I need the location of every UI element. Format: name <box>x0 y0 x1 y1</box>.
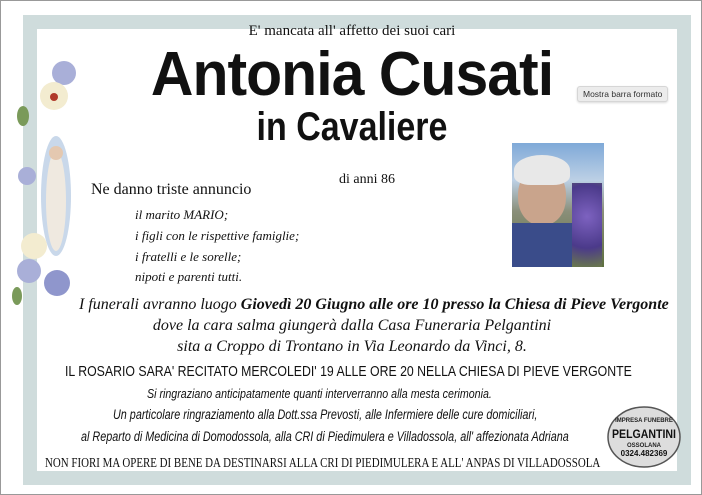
married-name: in Cavaliere <box>256 105 448 149</box>
svg-text:IMPRESA FUNEBRE: IMPRESA FUNEBRE <box>615 418 673 424</box>
no-flowers-text: NON FIORI MA OPERE DI BENE DA DESTINARSI ALLA CRI DI PIEDIMULERA E ALL' ANPAS DI VILLADOSSOLA <box>45 456 601 471</box>
pelgantini-logo <box>607 406 681 468</box>
deceased-name: Antonia Cusati <box>150 40 554 109</box>
funeral-date-place: Giovedì 20 Giugno alle ore 10 presso la Chiesa di Pieve Vergonte <box>240 296 669 313</box>
deceased-photo <box>512 143 604 267</box>
relative-line: i fratelli e le sorelle; <box>135 249 242 264</box>
relative-line: i figli con le rispettive famiglie; <box>135 228 300 243</box>
funeral-prefix: I funerali avranno luogo <box>79 296 241 313</box>
rosary-text: IL ROSARIO SARA' RECITATO MERCOLEDI' 19 ALLE ORE 20 NELLA CHIESA DI PIEVE VERGONTE <box>65 363 632 380</box>
svg-text:PELGANTINI: PELGANTINI <box>612 427 676 441</box>
funeral-info <box>79 296 669 314</box>
age-text: di anni 86 <box>339 172 395 187</box>
funeral-line-3: sita a Croppo di Trontano in Via Leonardo da Vinci, 8. <box>177 338 527 355</box>
thanks-line-3: al Reparto di Medicina di Domodossola, alla CRI di Piedimulera e Villadossola, all' affezionata Adriana <box>81 429 569 444</box>
relative-line: il marito MARIO; <box>135 207 229 222</box>
thanks-line-2: Un particolare ringraziamento alla Dott.ssa Prevosti, alle Infermiere delle cure domiciliari, <box>113 407 538 422</box>
thanks-line-1: Si ringraziano anticipatamente quanti interverranno alla mesta cerimonia. <box>147 386 492 401</box>
funeral-line-2: dove la cara salma giungerà dalla Casa Funeraria Pelgantini <box>152 317 552 334</box>
svg-text:0324.482369: 0324.482369 <box>620 449 668 458</box>
relative-line: nipoti e parenti tutti. <box>135 269 243 284</box>
format-bar-tooltip: Mostra barra formato <box>577 86 668 102</box>
svg-text:OSSOLANA: OSSOLANA <box>626 443 662 449</box>
intro-text: E' mancata all' affetto dei suoi cari <box>248 23 456 39</box>
announce-text: Ne danno triste annuncio <box>91 181 252 198</box>
